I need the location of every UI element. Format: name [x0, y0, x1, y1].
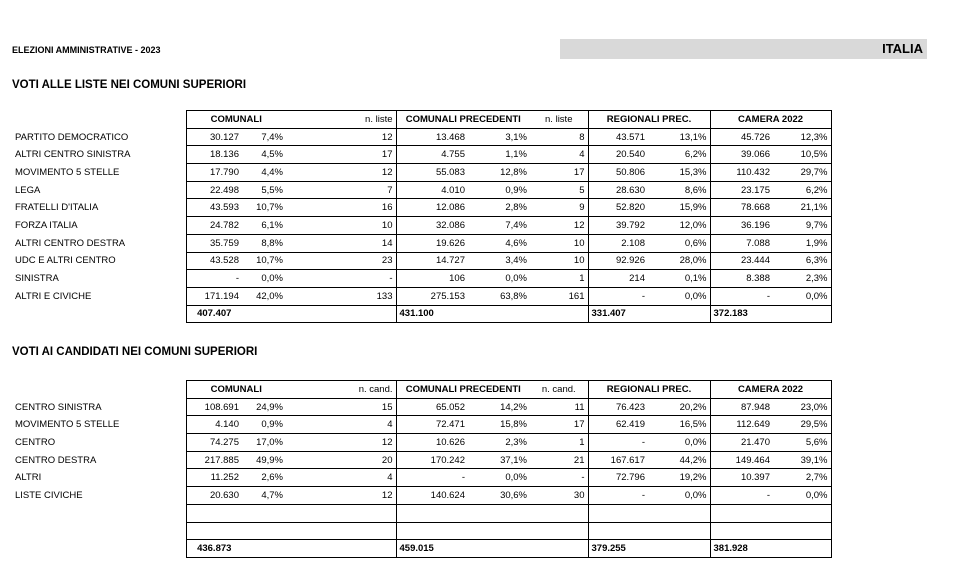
empty-cell [286, 522, 396, 540]
table-header-row [12, 381, 831, 399]
comunali-count: 12 [286, 434, 396, 452]
row-label: ALTRI CENTRO DESTRA [15, 237, 126, 249]
comunali-count: 14 [286, 234, 396, 252]
regionali-votes: - [588, 487, 648, 505]
comunali-count: 12 [286, 128, 396, 146]
camera-pct: 6,3% [773, 252, 831, 270]
comunali-pct: 42,0% [242, 287, 286, 305]
regionali-votes: 20.540 [588, 146, 648, 164]
total-camera: 372.183 [710, 305, 773, 323]
precedenti-pct: 0,0% [468, 270, 530, 288]
precedenti-count: 5 [530, 181, 588, 199]
table-row [12, 146, 831, 164]
precedenti-votes: 170.242 [396, 451, 468, 469]
header-n-count: n. cand. [286, 381, 396, 399]
header-comunali-precedenti: COMUNALI PRECEDENTI [396, 381, 530, 399]
regionali-votes: 39.792 [588, 217, 648, 235]
precedenti-votes: 32.086 [396, 217, 468, 235]
comunali-votes: 217.885 [186, 451, 242, 469]
regionali-pct: 12,0% [648, 217, 710, 235]
total-precedenti: 459.015 [396, 540, 468, 558]
precedenti-votes: 19.626 [396, 234, 468, 252]
comunali-votes: 24.782 [186, 217, 242, 235]
precedenti-pct: 37,1% [468, 451, 530, 469]
empty-cell [186, 504, 242, 522]
camera-votes: 87.948 [710, 398, 773, 416]
comunali-count: 133 [286, 287, 396, 305]
row-label: UDC E ALTRI CENTRO [15, 255, 116, 267]
camera-votes: 21.470 [710, 434, 773, 452]
precedenti-votes: 10.626 [396, 434, 468, 452]
precedenti-pct: 15,8% [468, 416, 530, 434]
document-title: ELEZIONI AMMINISTRATIVE - 2023 [12, 45, 161, 55]
table-row [12, 287, 831, 305]
table-header-row [12, 111, 831, 129]
header-comunali: COMUNALI [186, 381, 286, 399]
regionali-pct: 20,2% [648, 398, 710, 416]
table-row [12, 234, 831, 252]
camera-pct: 6,2% [773, 181, 831, 199]
camera-votes: 39.066 [710, 146, 773, 164]
comunali-count: 20 [286, 451, 396, 469]
precedenti-count: 21 [530, 451, 588, 469]
comunali-pct: 4,7% [242, 487, 286, 505]
precedenti-votes: 140.624 [396, 487, 468, 505]
precedenti-votes: 72.471 [396, 416, 468, 434]
empty-cell [773, 504, 831, 522]
camera-pct: 10,5% [773, 146, 831, 164]
comunali-pct: 4,4% [242, 164, 286, 182]
header-blank-cell [12, 111, 186, 129]
precedenti-count: 10 [530, 252, 588, 270]
comunali-count: 10 [286, 217, 396, 235]
precedenti-pct: 0,0% [468, 469, 530, 487]
precedenti-count: 161 [530, 287, 588, 305]
regionali-pct: 16,5% [648, 416, 710, 434]
empty-cell [468, 305, 530, 323]
precedenti-count: 11 [530, 398, 588, 416]
comunali-count: 12 [286, 487, 396, 505]
comunali-votes: 171.194 [186, 287, 242, 305]
comunali-pct: 6,1% [242, 217, 286, 235]
header-camera: CAMERA 2022 [710, 111, 831, 129]
regionali-votes: 214 [588, 270, 648, 288]
camera-pct: 29,5% [773, 416, 831, 434]
precedenti-count: 4 [530, 146, 588, 164]
precedenti-votes: 13.468 [396, 128, 468, 146]
total-regionali: 379.255 [588, 540, 648, 558]
row-label: LEGA [15, 184, 41, 196]
empty-cell [186, 522, 242, 540]
precedenti-pct: 7,4% [468, 217, 530, 235]
precedenti-votes: 275.153 [396, 287, 468, 305]
precedenti-votes: 55.083 [396, 164, 468, 182]
empty-cell [468, 540, 530, 558]
empty-cell [710, 522, 773, 540]
camera-votes: 36.196 [710, 217, 773, 235]
comunali-votes: 4.140 [186, 416, 242, 434]
camera-votes: 149.464 [710, 451, 773, 469]
empty-cell [773, 540, 831, 558]
table-row [12, 199, 831, 217]
regionali-pct: 0,0% [648, 487, 710, 505]
precedenti-count: 10 [530, 234, 588, 252]
comunali-pct: 0,0% [242, 270, 286, 288]
camera-pct: 21,1% [773, 199, 831, 217]
totals-row [12, 540, 831, 558]
regionali-pct: 0,0% [648, 287, 710, 305]
precedenti-votes: 12.086 [396, 199, 468, 217]
row-label: MOVIMENTO 5 STELLE [15, 419, 120, 431]
total-regionali: 331.407 [588, 305, 648, 323]
regionali-pct: 6,2% [648, 146, 710, 164]
comunali-votes: 18.136 [186, 146, 242, 164]
table-row [12, 164, 831, 182]
comunali-votes: 20.630 [186, 487, 242, 505]
comunali-votes: 30.127 [186, 128, 242, 146]
total-comunali: 407.407 [186, 305, 242, 323]
camera-pct: 9,7% [773, 217, 831, 235]
row-label [12, 305, 186, 323]
camera-pct: 29,7% [773, 164, 831, 182]
regionali-pct: 44,2% [648, 451, 710, 469]
empty-cell [242, 504, 286, 522]
precedenti-count: 17 [530, 416, 588, 434]
header-camera: CAMERA 2022 [710, 381, 831, 399]
regionali-votes: 28.630 [588, 181, 648, 199]
precedenti-pct: 2,8% [468, 199, 530, 217]
camera-votes: 8.388 [710, 270, 773, 288]
precedenti-pct: 30,6% [468, 487, 530, 505]
empty-cell [242, 540, 286, 558]
comunali-count: - [286, 270, 396, 288]
camera-pct: 5,6% [773, 434, 831, 452]
comunali-pct: 2,6% [242, 469, 286, 487]
empty-cell [773, 305, 831, 323]
row-label [12, 522, 186, 540]
total-comunali: 436.873 [186, 540, 242, 558]
comunali-pct: 4,5% [242, 146, 286, 164]
empty-cell [396, 522, 468, 540]
regionali-pct: 19,2% [648, 469, 710, 487]
comunali-votes: 43.593 [186, 199, 242, 217]
empty-cell [396, 504, 468, 522]
table-voti-candidati [12, 380, 832, 558]
totals-row [12, 305, 831, 323]
table-row [12, 451, 831, 469]
camera-pct: 39,1% [773, 451, 831, 469]
row-label: ALTRI E CIVICHE [15, 290, 92, 302]
precedenti-votes: 4.755 [396, 146, 468, 164]
table-voti-liste [12, 110, 832, 323]
header-n-count-prev: n. cand. [530, 381, 588, 399]
camera-votes: - [710, 287, 773, 305]
camera-votes: 10.397 [710, 469, 773, 487]
comunali-pct: 10,7% [242, 199, 286, 217]
comunali-pct: 17,0% [242, 434, 286, 452]
precedenti-count: 8 [530, 128, 588, 146]
regionali-votes: 50.806 [588, 164, 648, 182]
regionali-votes: 92.926 [588, 252, 648, 270]
row-label [12, 540, 186, 558]
comunali-pct: 24,9% [242, 398, 286, 416]
empty-cell [648, 305, 710, 323]
camera-votes: 112.649 [710, 416, 773, 434]
comunali-pct: 10,7% [242, 252, 286, 270]
header-n-count: n. liste [286, 111, 396, 129]
empty-cell [468, 504, 530, 522]
precedenti-votes: 4.010 [396, 181, 468, 199]
comunali-count: 17 [286, 146, 396, 164]
empty-cell [530, 504, 588, 522]
row-label: ALTRI [15, 472, 42, 484]
comunali-pct: 0,9% [242, 416, 286, 434]
empty-row [12, 522, 831, 540]
camera-pct: 12,3% [773, 128, 831, 146]
precedenti-count: 12 [530, 217, 588, 235]
camera-votes: - [710, 487, 773, 505]
precedenti-pct: 63,8% [468, 287, 530, 305]
header-regionali: REGIONALI PREC. [588, 381, 710, 399]
empty-cell [648, 522, 710, 540]
table-row [12, 434, 831, 452]
empty-cell [773, 522, 831, 540]
row-label: MOVIMENTO 5 STELLE [15, 166, 120, 178]
regionali-pct: 13,1% [648, 128, 710, 146]
camera-votes: 7.088 [710, 234, 773, 252]
empty-cell [286, 305, 396, 323]
regionali-pct: 28,0% [648, 252, 710, 270]
camera-votes: 23.444 [710, 252, 773, 270]
comunali-votes: 108.691 [186, 398, 242, 416]
regionali-pct: 0,1% [648, 270, 710, 288]
comunali-votes: - [186, 270, 242, 288]
comunali-count: 15 [286, 398, 396, 416]
regionali-votes: 76.423 [588, 398, 648, 416]
precedenti-pct: 3,1% [468, 128, 530, 146]
camera-votes: 78.668 [710, 199, 773, 217]
empty-cell [468, 522, 530, 540]
table-row [12, 469, 831, 487]
precedenti-pct: 12,8% [468, 164, 530, 182]
row-label: FRATELLI D'ITALIA [15, 202, 99, 214]
total-camera: 381.928 [710, 540, 773, 558]
section-title-candidati: VOTI AI CANDIDATI NEI COMUNI SUPERIORI [12, 346, 258, 358]
camera-pct: 0,0% [773, 287, 831, 305]
table-row [12, 217, 831, 235]
header-comunali-precedenti: COMUNALI PRECEDENTI [396, 111, 530, 129]
comunali-pct: 5,5% [242, 181, 286, 199]
row-label: LISTE CIVICHE [15, 489, 83, 501]
empty-row [12, 504, 831, 522]
row-label: ALTRI CENTRO SINISTRA [15, 149, 131, 161]
row-label: FORZA ITALIA [15, 219, 78, 231]
precedenti-pct: 0,9% [468, 181, 530, 199]
table-row [12, 181, 831, 199]
table-row [12, 128, 831, 146]
row-label: CENTRO DESTRA [15, 454, 97, 466]
precedenti-count: - [530, 469, 588, 487]
precedenti-count: 1 [530, 434, 588, 452]
precedenti-pct: 14,2% [468, 398, 530, 416]
empty-cell [530, 540, 588, 558]
comunali-votes: 74.275 [186, 434, 242, 452]
table-row [12, 416, 831, 434]
comunali-votes: 43.528 [186, 252, 242, 270]
regionali-pct: 0,0% [648, 434, 710, 452]
header-blank-cell [12, 381, 186, 399]
precedenti-votes: - [396, 469, 468, 487]
comunali-count: 23 [286, 252, 396, 270]
precedenti-count: 17 [530, 164, 588, 182]
precedenti-count: 9 [530, 199, 588, 217]
comunali-pct: 8,8% [242, 234, 286, 252]
empty-cell [242, 305, 286, 323]
empty-cell [648, 540, 710, 558]
regionali-pct: 15,3% [648, 164, 710, 182]
regionali-votes: 62.419 [588, 416, 648, 434]
precedenti-pct: 2,3% [468, 434, 530, 452]
table-row [12, 398, 831, 416]
regionali-votes: 52.820 [588, 199, 648, 217]
empty-cell [588, 504, 648, 522]
camera-pct: 2,7% [773, 469, 831, 487]
precedenti-count: 30 [530, 487, 588, 505]
comunali-votes: 17.790 [186, 164, 242, 182]
empty-cell [530, 522, 588, 540]
regionali-pct: 8,6% [648, 181, 710, 199]
row-label: CENTRO [15, 436, 56, 448]
regionali-votes: 2.108 [588, 234, 648, 252]
comunali-votes: 11.252 [186, 469, 242, 487]
comunali-count: 4 [286, 416, 396, 434]
comunali-pct: 49,9% [242, 451, 286, 469]
precedenti-pct: 1,1% [468, 146, 530, 164]
empty-cell [242, 522, 286, 540]
comunali-count: 4 [286, 469, 396, 487]
comunali-count: 12 [286, 164, 396, 182]
precedenti-votes: 14.727 [396, 252, 468, 270]
regionali-votes: - [588, 434, 648, 452]
comunali-count: 16 [286, 199, 396, 217]
empty-cell [588, 522, 648, 540]
regionali-pct: 0,6% [648, 234, 710, 252]
camera-votes: 23.175 [710, 181, 773, 199]
country-name: ITALIA [882, 41, 923, 56]
row-label: CENTRO SINISTRA [15, 401, 102, 413]
empty-cell [286, 540, 396, 558]
camera-pct: 0,0% [773, 487, 831, 505]
table-row [12, 270, 831, 288]
comunali-votes: 35.759 [186, 234, 242, 252]
table-row [12, 252, 831, 270]
precedenti-pct: 4,6% [468, 234, 530, 252]
empty-cell [530, 305, 588, 323]
precedenti-count: 1 [530, 270, 588, 288]
camera-pct: 2,3% [773, 270, 831, 288]
empty-cell [710, 504, 773, 522]
camera-pct: 23,0% [773, 398, 831, 416]
row-label: PARTITO DEMOCRATICO [15, 131, 129, 143]
country-banner [560, 39, 927, 59]
camera-votes: 110.432 [710, 164, 773, 182]
total-precedenti: 431.100 [396, 305, 468, 323]
empty-cell [648, 504, 710, 522]
empty-cell [286, 504, 396, 522]
section-title-liste: VOTI ALLE LISTE NEI COMUNI SUPERIORI [12, 79, 247, 91]
regionali-votes: 43.571 [588, 128, 648, 146]
row-label [12, 504, 186, 522]
regionali-votes: 167.617 [588, 451, 648, 469]
precedenti-pct: 3,4% [468, 252, 530, 270]
comunali-count: 7 [286, 181, 396, 199]
precedenti-votes: 106 [396, 270, 468, 288]
table-row [12, 487, 831, 505]
camera-pct: 1,9% [773, 234, 831, 252]
camera-votes: 45.726 [710, 128, 773, 146]
header-regionali: REGIONALI PREC. [588, 111, 710, 129]
regionali-pct: 15,9% [648, 199, 710, 217]
header-n-count-prev: n. liste [530, 111, 588, 129]
row-label: SINISTRA [15, 273, 59, 285]
comunali-votes: 22.498 [186, 181, 242, 199]
comunali-pct: 7,4% [242, 128, 286, 146]
header-comunali: COMUNALI [186, 111, 286, 129]
regionali-votes: 72.796 [588, 469, 648, 487]
regionali-votes: - [588, 287, 648, 305]
precedenti-votes: 65.052 [396, 398, 468, 416]
